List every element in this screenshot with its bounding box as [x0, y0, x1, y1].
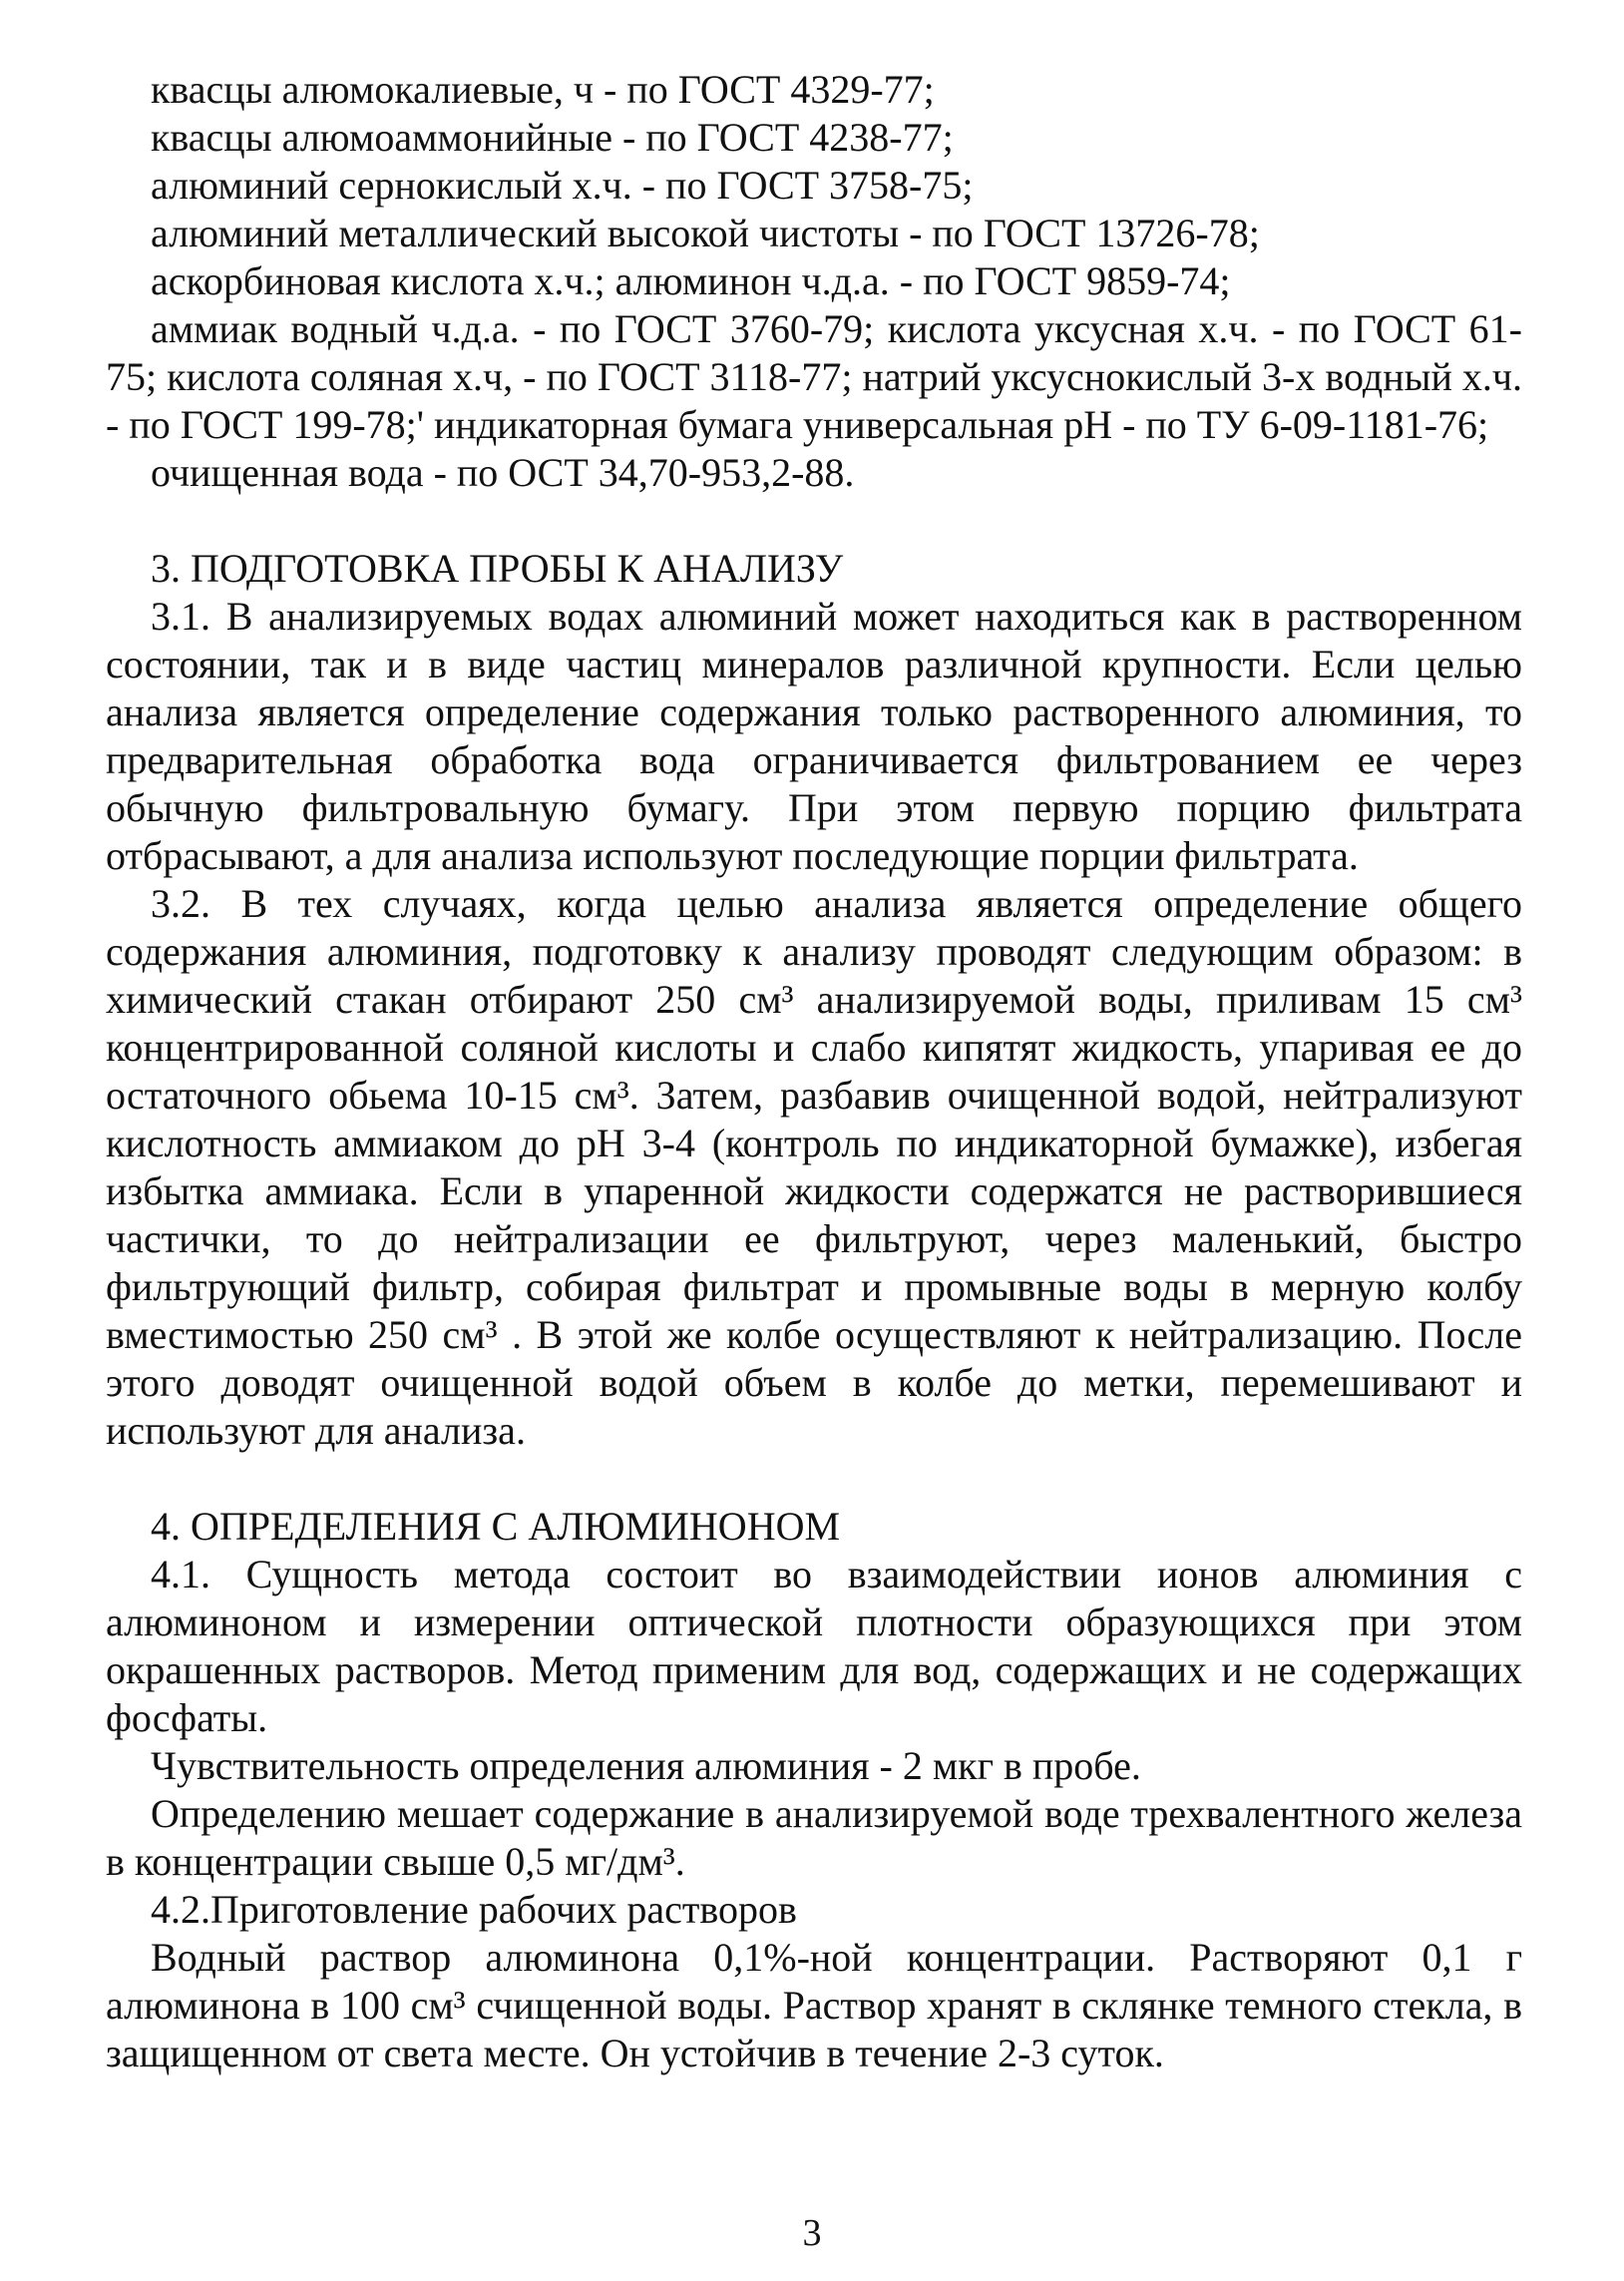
- interference-paragraph: Определению мешает содержание в анализируемой воде трехвалентного железа в концентрации свыше 0,5 мг/дм³.: [106, 1791, 1522, 1884]
- page-number: 3: [802, 2212, 822, 2254]
- reagent-item-2: квасцы алюмоаммонийные - по ГОСТ 4238-77;: [151, 115, 954, 160]
- reagent-item-5: аскорбиновая кислота х.ч.; алюминон ч.д.а. - по ГОСТ 9859-74;: [151, 258, 1231, 303]
- section-3-1-paragraph: 3.1. В анализируемых водах алюминий может находиться как в растворенном состоянии, так и в виде частиц минералов различной крупности. Если целью анализа является определение содержания только растворенного алюминия, то предварительная обработка вода ограничивается фильтрованием ее через обычную фильтровальную бумагу. При этом первую порцию фильтрата отбрасывают, а для анализа используют последующие порции фильтрата.: [106, 594, 1522, 878]
- section-4-2-subheading: 4.2.Приготовление рабочих растворов: [151, 1887, 797, 1932]
- reagent-item-6: аммиак водный ч.д.а. - по ГОСТ 3760-79; кислота уксусная х.ч. - по ГОСТ 61-75; кислота соляная х.ч, - по ГОСТ 3118-77; натрий уксуснокислый 3-х водный х.ч. - по ГОСТ 199-78;' индикаторная бумага универсальная pH - по ТУ 6-09-1181-76;: [106, 306, 1522, 447]
- section-4-1-paragraph: 4.1. Сущность метода состоит во взаимодействии ионов алюминия с алюминоном и измерении оптической плотности образующихся при этом окрашенных растворов. Метод применим для вод, содержащих и не содержащих фосфаты.: [106, 1552, 1522, 1740]
- section-4-heading: 4. ОПРЕДЕЛЕНИЯ С АЛЮМИНОНОМ: [151, 1504, 841, 1549]
- sensitivity-paragraph: Чувствительность определения алюминия - 2 мкг в пробе.: [151, 1743, 1141, 1788]
- reagent-item-7: очищенная вода - по ОСТ 34,70-953,2-88.: [151, 450, 855, 495]
- reagent-item-1: квасцы алюмокалиевые, ч - по ГОСТ 4329-77;: [151, 67, 935, 112]
- section-4-2-paragraph: Водный раствор алюминона 0,1%-ной концентрации. Растворяют 0,1 г алюминона в 100 см³ счищенной воды. Раствор хранят в склянке темного стекла, в защищенном от света месте. Он устойчив в течение 2-3 суток.: [106, 1935, 1522, 2075]
- section-3-2-paragraph: 3.2. В тех случаях, когда целью анализа является определение общего содержания алюминия, подготовку к анализу проводят следующим образом: в химический стакан отбирают 250 см³ анализируемой воды, приливам 15 см³ концентрированной соляной кислоты и слабо кипятят жидкость, упаривая ее до остаточного обьема 10-15 см³. Затем, разбавив очищенной водой, нейтрализуют кислотность аммиаком до pH 3-4 (контроль по индикаторной бумажке), избегая избытка аммиака. Если в упаренной жидкости содержатся не растворившиеся частички, то до нейтрализации ее фильтруют, через маленький, быстро фильтрующий фильтр, собирая фильтрат и промывные воды в мерную колбу вместимостью 250 см³ . В этой же колбе осуществляют к нейтрализацию. После этого доводят очищенной водой объем в колбе до метки, перемешивают и используют для анализа.: [106, 881, 1522, 1453]
- reagent-item-3: алюминий сернокислый х.ч. - по ГОСТ 3758-75;: [151, 163, 974, 208]
- reagent-item-4: алюминий металлический высокой чистоты - по ГОСТ 13726-78;: [151, 211, 1260, 255]
- document-page: [106, 66, 1522, 2077]
- section-3-heading: 3. ПОДГОТОВКА ПРОБЫ К АНАЛИЗУ: [151, 546, 844, 591]
